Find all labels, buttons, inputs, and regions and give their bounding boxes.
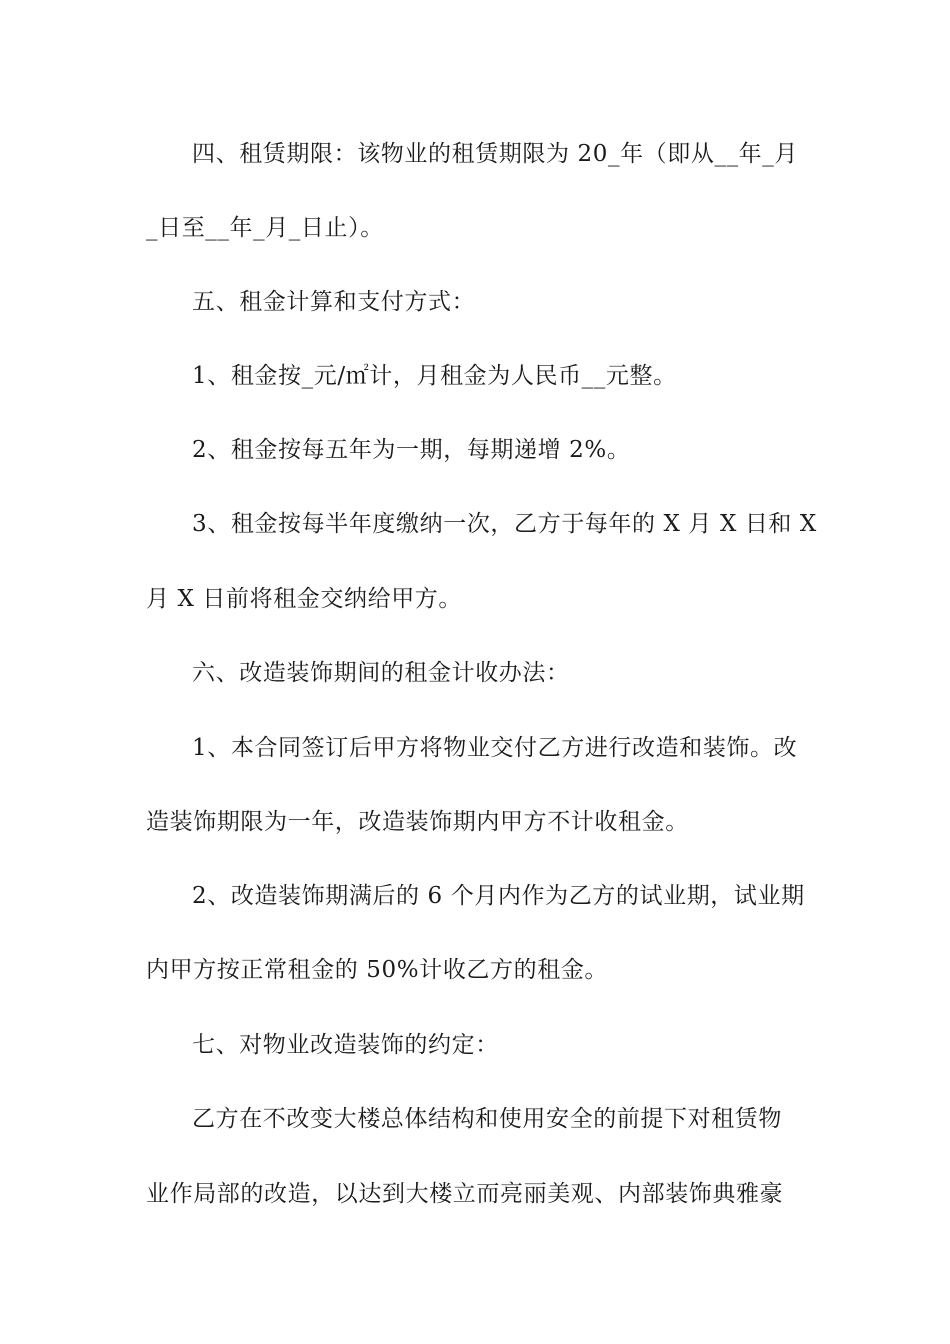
clause-5-item-1: 1、租金按_元/㎡计，月租金为人民币__元整。 — [192, 363, 677, 389]
clause-6-item-1-line-1: 1、本合同签订后甲方将物业交付乙方进行改造和装饰。改 — [192, 735, 798, 761]
clause-7-paragraph-line-1: 乙方在不改变大楼总体结构和使用安全的前提下对租赁物 — [192, 1106, 782, 1132]
clause-5-heading: 五、租金计算和支付方式： — [192, 289, 476, 315]
clause-4-line-2: _日至__年_月_日止）。 — [146, 215, 384, 241]
clause-7-paragraph-line-2: 业作局部的改造，以达到大楼立而亮丽美观、内部装饰典雅豪 — [146, 1181, 784, 1207]
clause-6-item-1-line-2: 造装饰期限为一年，改造装饰期内甲方不计收租金。 — [146, 809, 689, 835]
clause-5-item-3-line-2: 月 X 日前将租金交纳给甲方。 — [146, 586, 462, 612]
clause-5-item-3-line-1: 3、租金按每半年度缴纳一次，乙方于每年的 X 月 X 日和 X — [192, 511, 817, 537]
clause-6-heading: 六、改造装饰期间的租金计收办法： — [192, 660, 570, 686]
clause-6-item-2-line-2: 内甲方按正常租金的 50%计收乙方的租金。 — [146, 957, 609, 983]
clause-4-line-1: 四、租赁期限：该物业的租赁期限为 20_年（即从__年_月 — [192, 141, 798, 167]
clause-7-heading: 七、对物业改造装饰的约定： — [192, 1032, 499, 1058]
clause-6-item-2-line-1: 2、改造装饰期满后的 6 个月内作为乙方的试业期，试业期 — [192, 883, 805, 909]
clause-5-item-2: 2、租金按每五年为一期，每期递增 2%。 — [192, 437, 631, 463]
